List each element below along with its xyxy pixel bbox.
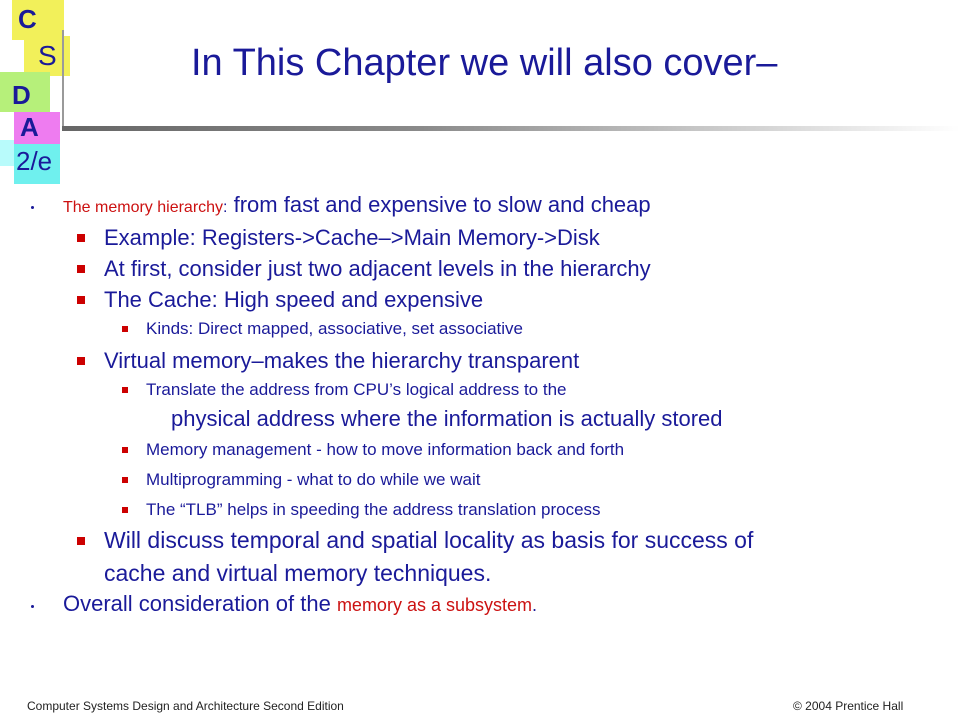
bullet-cache-kinds: Kinds: Direct mapped, associative, set associative [146, 319, 524, 338]
bullet-square [77, 296, 85, 304]
bullet-locality: Will discuss temporal and spatial locality as basis for success of [104, 527, 754, 553]
logo-letter-d: D [12, 80, 31, 110]
logo-letter-2e: 2/e [16, 146, 53, 176]
memory-hierarchy-term: The memory hierarchy [63, 199, 224, 216]
bullet-cache-high-speed: The Cache: High speed and expensive [104, 287, 484, 312]
footer-copyright: © 2004 Prentice Hall [793, 699, 904, 713]
bullet-locality-cont: cache and virtual memory techniques. [104, 560, 492, 586]
memory-hierarchy-colon: : [223, 199, 228, 216]
memory-hierarchy-desc: from fast and expensive to slow and cheap [227, 192, 651, 217]
logo-vertical-rule [62, 30, 64, 130]
bullet-example-registers: Example: Registers->Cache–>Main Memory->Disk [104, 225, 600, 250]
bullet-square [77, 357, 85, 365]
bullet-square [77, 537, 85, 545]
logo-letter-s: S [38, 40, 57, 71]
bullet-square-small [122, 507, 128, 513]
bullet-square-small [122, 387, 128, 393]
bullet-multiprogramming: Multiprogramming - what to do while we wait [146, 470, 481, 489]
slide-title: In This Chapter we will also cover– [191, 42, 778, 84]
bullet-virtual-memory: Virtual memory–makes the hierarchy transparent [104, 348, 580, 373]
bullet-square [77, 265, 85, 273]
bullet-memory-management: Memory management - how to move information back and forth [146, 440, 625, 459]
bullet-square-small [122, 447, 128, 453]
logo-block-lightcyan [0, 140, 14, 166]
logo-letter-a: A [20, 112, 39, 142]
overall-text: Overall consideration of the [63, 591, 337, 616]
footer-book-title: Computer Systems Design and Architecture Second Edition [27, 699, 344, 713]
bullet-dot [31, 605, 34, 608]
memory-subsystem-term: memory as a subsystem [336, 595, 532, 615]
bullet-two-adjacent-levels: At first, consider just two adjacent levels in the hierarchy [104, 256, 651, 281]
bullet-square-small [122, 326, 128, 332]
bullet-memory-hierarchy [63, 192, 651, 218]
bullet-dot [31, 206, 34, 209]
bullet-square-small [122, 477, 128, 483]
bullet-square [77, 234, 85, 242]
bullet-translate-address: Translate the address from CPU’s logical address to the [146, 380, 567, 399]
overall-period: . [532, 595, 538, 615]
bullet-tlb: The “TLB” helps in speeding the address translation process [146, 500, 601, 519]
title-horizontal-rule [62, 126, 960, 131]
bullet-translate-address-cont: physical address where the information is actually stored [171, 406, 723, 431]
logo-letter-c: C [18, 4, 37, 34]
bullet-overall-consideration [63, 591, 537, 617]
